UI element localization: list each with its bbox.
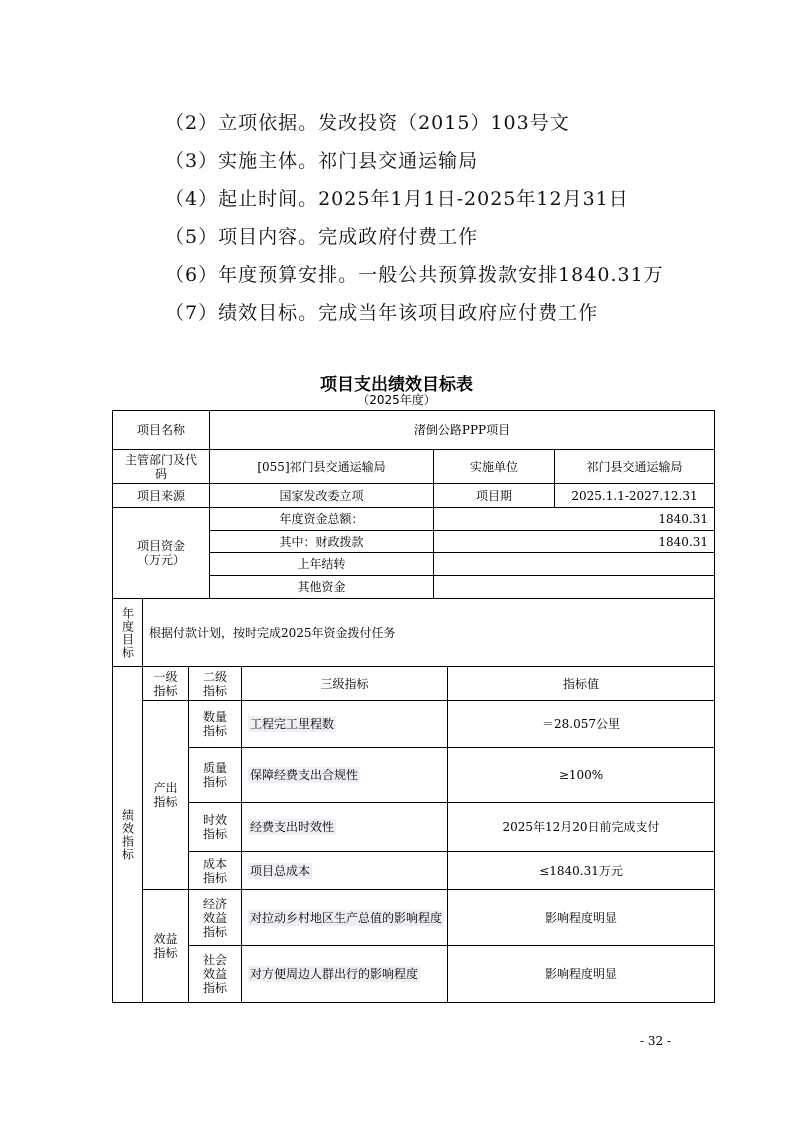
value-timeliness: 2025年12月20日前完成支付 — [447, 802, 715, 852]
item-goal: （7）绩效目标。完成当年该项目政府应付费工作 — [165, 302, 599, 324]
header-value: 指标值 — [447, 666, 715, 701]
value-social-benefit: 影响程度明显 — [447, 945, 715, 1003]
dept-value: [055]祁门县交通运输局 — [209, 449, 434, 484]
value-quantity: ＝28.057公里 — [447, 700, 715, 748]
project-name-label: 项目名称 — [112, 410, 210, 450]
level2-quality: 质量指标 — [188, 747, 242, 803]
level3-social-benefit: 对方便周边人群出行的影响程度 — [241, 945, 448, 1003]
header-level3: 三级指标 — [241, 666, 448, 701]
annual-goal: 根据付款计划，按时完成2025年资金拨付任务 — [142, 598, 715, 667]
funds-other-label: 其他资金 — [209, 575, 434, 599]
page-number: - 32 - — [640, 1034, 672, 1048]
table-subtitle: （2025年度） — [357, 393, 436, 407]
benefit-indicators-label: 效益指标 — [142, 889, 189, 1003]
item-budget: （6）年度预算安排。一般公共预算拨款安排1840.31万 — [165, 264, 664, 286]
project-info-list — [165, 104, 725, 332]
item-entity: （3）实施主体。祁门县交通运输局 — [165, 150, 479, 172]
funds-label: 项目资金（万元） — [112, 507, 210, 599]
value-quality: ≥100% — [447, 747, 715, 803]
dept-label: 主管部门及代码 — [112, 449, 210, 484]
funds-fiscal-label: 其中：财政拨款 — [209, 530, 434, 553]
funds-other-value — [433, 575, 715, 599]
item-basis: （2）立项依据。发改投资（2015）103号文 — [165, 112, 570, 134]
output-indicators-label: 产出指标 — [142, 700, 189, 890]
item-content: （5）项目内容。完成政府付费工作 — [165, 226, 479, 248]
period-label: 项目期 — [433, 483, 555, 508]
annual-goal-label: 年度目标 — [112, 598, 143, 667]
level2-timeliness: 时效指标 — [188, 802, 242, 852]
funds-carryover-value — [433, 552, 715, 576]
source-label: 项目来源 — [112, 483, 210, 508]
impl-value: 祁门县交通运输局 — [554, 449, 715, 484]
perf-indicators-label: 绩效指标 — [112, 666, 143, 1003]
value-economic-benefit: 影响程度明显 — [447, 889, 715, 946]
level2-economic-benefit: 经济效益指标 — [188, 889, 242, 946]
item-period: （4）起止时间。2025年1月1日-2025年12月31日 — [165, 188, 629, 210]
impl-label: 实施单位 — [433, 449, 555, 484]
level2-social-benefit: 社会效益指标 — [188, 945, 242, 1003]
header-level1: 一级指标 — [142, 666, 189, 701]
level3-quality: 保障经费支出合规性 — [241, 747, 448, 803]
funds-total-label: 年度资金总额： — [209, 507, 434, 531]
funds-fiscal-value: 1840.31 — [433, 530, 715, 553]
level2-quantity: 数量指标 — [188, 700, 242, 748]
level3-quantity: 工程完工里程数 — [241, 700, 448, 748]
level3-cost: 项目总成本 — [241, 851, 448, 890]
level3-economic-benefit: 对拉动乡村地区生产总值的影响程度 — [241, 889, 448, 946]
period-value: 2025.1.1-2027.12.31 — [554, 483, 715, 508]
funds-carryover-label: 上年结转 — [209, 552, 434, 576]
level2-cost: 成本指标 — [188, 851, 242, 890]
source-value: 国家发改委立项 — [209, 483, 434, 508]
funds-total-value: 1840.31 — [433, 507, 715, 531]
value-cost: ≤1840.31万元 — [447, 851, 715, 890]
project-name: 渚倒公路PPP项目 — [209, 410, 715, 450]
level3-timeliness: 经费支出时效性 — [241, 802, 448, 852]
table-title: 项目支出绩效目标表 — [320, 375, 473, 395]
header-level2: 二级指标 — [188, 666, 242, 701]
